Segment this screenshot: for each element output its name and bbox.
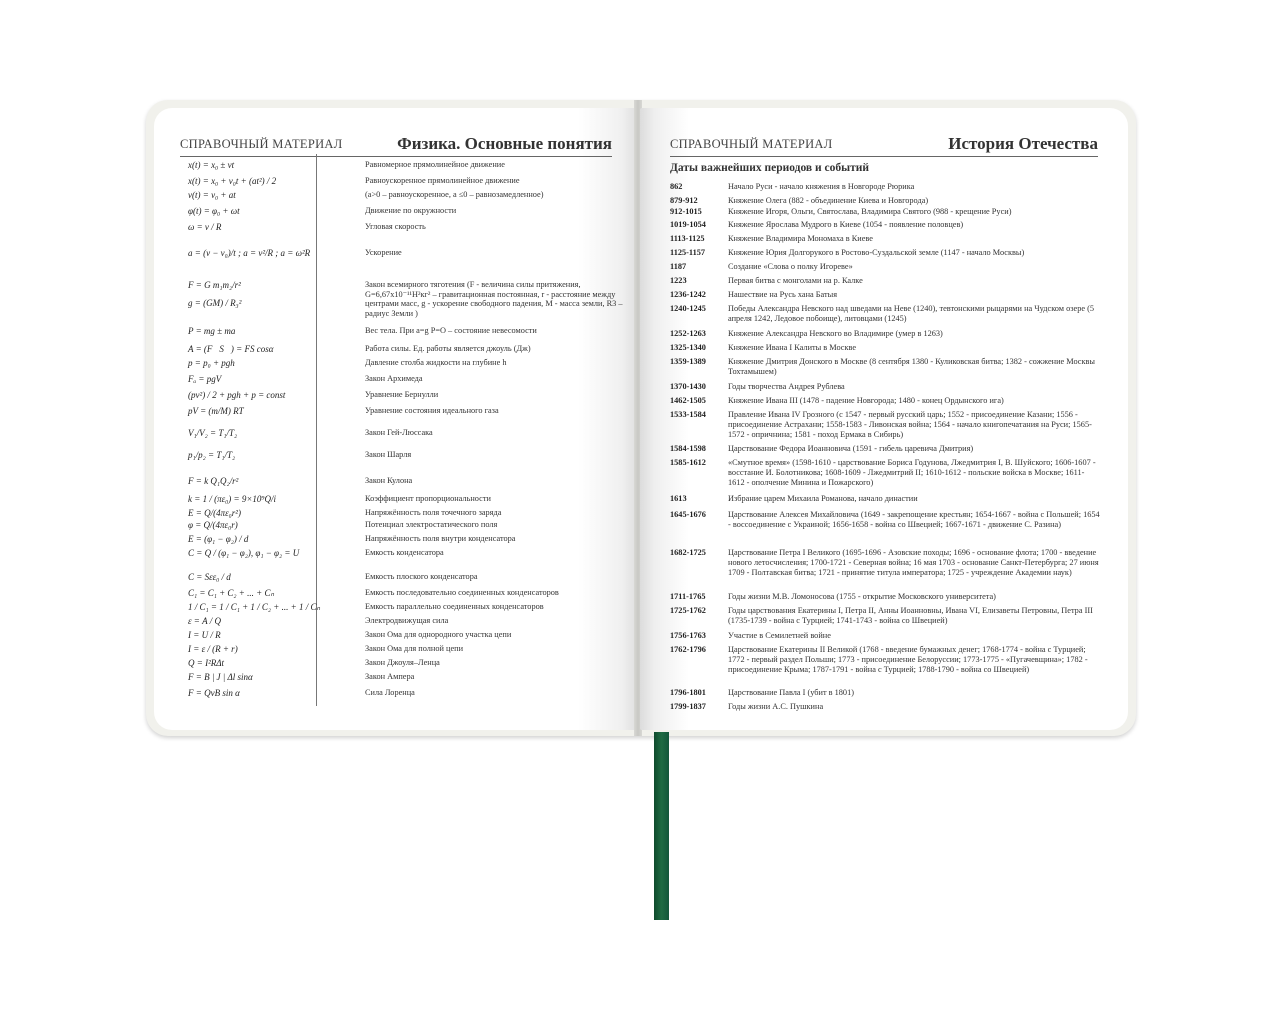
formula-description: Емкость конденсатора [365,548,444,557]
history-date: 1125-1157 [670,248,706,257]
history-event: Годы творчества Андрея Рублева [728,382,845,391]
history-date: 1711-1765 [670,592,706,601]
left-header-title: Физика. Основные понятия [397,134,612,153]
formula-description: Уравнение Бернулли [365,390,439,399]
formula: P = mg ± ma [188,326,236,336]
formula: ε = A / Q [188,616,221,626]
history-date: 1756-1763 [670,631,706,640]
formula-description: Равноускоренное прямолинейное движение [365,176,520,185]
formula-description: Емкость параллельно соединенных конденсаторов [365,602,544,611]
history-date: 1645-1676 [670,510,706,519]
history-event: Княжение Юрия Долгорукого в Ростово-Суздальской земле (1147 - начало Москвы) [728,248,1025,257]
formula: A = (F⃗S⃗) = FS cosα [188,344,274,354]
formula: ω = v / R [188,222,222,232]
history-date: 1462-1505 [670,396,706,405]
formula-description: Емкость плоского конденсатора [365,572,478,581]
history-event: Княжение Ивана I Калиты в Москве [728,343,857,352]
formula: (pv²) / 2 + pgh + p = const [188,390,286,400]
left-header-label: СПРАВОЧНЫЙ МАТЕРИАЛ [180,137,343,151]
formula-description: Уравнение состояния идеального газа [365,406,499,415]
history-event: Годы жизни А.С. Пушкина [728,702,824,711]
formula-description: Закон всемирного тяготения (F - величина силы притяжения, G=6,67x10⁻¹¹Н²кг² – гравитационная постоянная, r - расстояние между центрами масс, g - ускорение свободного падения, M - масса земли, R3 – радиус Земли ) [365,280,623,318]
formula: F = QvB sin α [188,688,240,698]
history-event: Годы царствования Екатерины I, Петра II, Анны Иоанновны, Ивана VI, Елизаветы Петровны, Петра III (1735-1739 - война с Турцией; 1741-1743 - война со Швецией) [728,606,1093,626]
history-event: Начало Руси - начало княжения в Новгороде Рюрика [728,182,915,191]
formula-description: Угловая скорость [365,222,426,231]
history-event: Царствование Федора Иоанновича (1591 - гибель царевича Дмитрия) [728,444,974,453]
left-page [154,108,636,730]
formula: p = p₀ + pgh [188,358,235,368]
formula-description: Закон Ома для однородного участка цепи [365,630,512,639]
formula: Q = I²RΔt [188,658,225,668]
history-date: 1359-1389 [670,357,706,366]
history-date: 1725-1762 [670,606,706,615]
history-date: 1796-1801 [670,688,706,697]
formula-description: Работа силы. Ед. работы является джоуль (Дж) [365,344,531,353]
history-date: 1762-1796 [670,645,706,654]
history-date: 912-1015 [670,207,702,216]
formula-description: Закон Кулона [365,476,413,485]
history-date: 862 [670,182,683,191]
history-event: Участие в Семилетней войне [728,631,831,640]
history-date: 1682-1725 [670,548,706,557]
formula: V₁/V₂ = T₁/T₂ [188,428,238,438]
history-event: Княжение Дмитрия Донского в Москве (8 сентября 1380 - Куликовская битва; 1382 - сожжение Москвы Тохтамышем) [728,357,1095,377]
bookmark-ribbon[interactable] [654,732,669,920]
formula: v(t) = v₀ + at [188,190,236,200]
right-page-header [670,134,1098,157]
formula: x(t) = x₀ ± vt [188,160,235,170]
history-event: Правление Ивана IV Грозного (с 1547 - первый русский царь; 1552 - присоединение Казани; 1556 - присоединение Астрахани; 1558-1583 - Ливонская война; 1564 - начало книгопечатания на Руси; 1565-1572 - опричнина; 1581 - поход Ермака в Сибирь) [728,410,1092,440]
formula: E = (φ₁ − φ₂) / d [188,534,249,544]
formula-description: Электродвижущая сила [365,616,449,625]
history-event: Избрание царем Михаила Романова, начало династии [728,494,918,503]
history-date: 1113-1125 [670,234,705,243]
history-event: Годы жизни М.В. Ломоносова (1755 - открытие Московского университета) [728,592,996,601]
formula: F = k Q₁Q₂/r² [188,476,239,486]
formula: k = 1 / (πε₀) = 9×10⁹Q/i [188,494,277,504]
history-event: Княжение Олега (882 - объединение Киева и Новгорода) [728,196,929,205]
history-event: Царствование Петра I Великого (1695-1696 - Азовские походы; 1696 - основание флота; 1700 - введение нового летосчисления; 1700-1721 - Северная война; 16 мая 1703 - основание Санкт-Петербурга; 27 июня 1709 - Полтавская битва; 1721 - принятие титула императора; 1725 - учреждение Академии наук) [728,548,1099,578]
formula-description: Закон Гей-Люссака [365,428,433,437]
formula: x(t) = x₀ + v₀t + (at²) / 2 [188,176,277,186]
formula: φ(t) = φ₀ + ωt [188,206,240,216]
formula: pV = (m/M) RT [188,406,244,416]
formula-description: Емкость последовательно соединенных конденсаторов [365,588,559,597]
history-event: Княжение Александра Невского во Владимире (умер в 1263) [728,329,943,338]
history-date: 879-912 [670,196,698,205]
history-date: 1613 [670,494,687,503]
history-event: Княжение Ивана III (1478 - падение Новгорода; 1480 - конец Ордынского ига) [728,396,1004,405]
formula-description: Напряжённость поля точечного заряда [365,508,502,517]
notebook-spread [146,100,1136,736]
history-date: 1799-1837 [670,702,706,711]
history-event: Победы Александра Невского над шведами на Неве (1240), тевтонскими рыцарями на Чудском озере (5 апреля 1242, Ледовое побоище), литовцами (1245) [728,304,1095,324]
formula-description: Потенциал электростатического поля [365,520,498,529]
history-event: Царствование Павла I (убит в 1801) [728,688,854,697]
history-date: 1584-1598 [670,444,706,453]
history-date: 1325-1340 [670,343,706,352]
formula: Fₐ = pgV [188,374,222,384]
formula: E = Q/(4πε₀r²) [188,508,241,518]
history-event: Царствование Екатерины II Великой (1768 - введение бумажных денег; 1768-1774 - война с Турцией; 1772 - первый раздел Польши; 1773 - присоединение Белоруссии; 1773-1775 - «Пугачевщина»; 1782 - присоединение Крыма; 1787-1791 - война с Турцией; 1788-1790 - война со Швецией) [728,645,1088,675]
formula: p₁/p₂ = T₁/T₂ [188,450,236,460]
history-event: Нашествие на Русь хана Батыя [728,290,838,299]
formula-description: Закон Джоуля–Ленца [365,658,440,667]
history-date: 1533-1584 [670,410,706,419]
history-date: 1370-1430 [670,382,706,391]
formula: φ = Q/(4πε₀r) [188,520,238,530]
formula-description: Движение по окружности [365,206,457,215]
formula-description: Сила Лоренца [365,688,415,697]
history-event: Княжение Владимира Мономаха в Киеве [728,234,873,243]
left-page-header [180,134,612,157]
formula: I = U / R [188,630,221,640]
formula: C = Q / (φ₁ − φ₂), φ₁ − φ₂ = U [188,548,300,558]
right-page [640,108,1128,730]
formula-description: Закон Ампера [365,672,415,681]
formula-description: Закон Архимеда [365,374,423,383]
formula-description: Закон Ома для полной цепи [365,644,464,653]
right-header-title: История Отечества [948,134,1098,153]
formula-description: Коэффициент пропорциональности [365,494,491,503]
history-date: 1252-1263 [670,329,706,338]
history-event: «Смутное время» (1598-1610 - царствование Бориса Годунова, Лжедмитрия I, В. Шуйского; 1606-1607 - восстание И. Болотникова; 1608-1609 - Лжедмитрий II; 1610-1612 - польские войска в Москве; 1611-1612 - ополчение Минина и Пожарского) [728,458,1096,488]
history-date: 1223 [670,276,687,285]
formula-description: Вес тела. При a=g P=O – состояние невесомости [365,326,537,335]
right-header-label: СПРАВОЧНЫЙ МАТЕРИАЛ [670,137,833,151]
history-date: 1187 [670,262,687,271]
history-date: 1585-1612 [670,458,706,467]
formula: a = (v − v₀)/t ; a = v²/R ; a = ω²R [188,248,311,258]
formula: C₁ = C₁ + C₂ + ... + Cₙ [188,588,275,598]
formula-description: Равномерное прямолинейное движение [365,160,505,169]
formula-description: Ускорение [365,248,402,257]
history-event: Создание «Слова о полку Игореве» [728,262,853,271]
history-event: Княжение Игоря, Ольги, Святослава, Владимира Святого (988 - крещение Руси) [728,207,1012,216]
formula: g = (GM) / R₃² [188,298,242,308]
history-subtitle: Даты важнейших периодов и событий [670,162,870,174]
history-date: 1236-1242 [670,290,706,299]
formula-description: Напряжённость поля внутри конденсатора [365,534,516,543]
formula-description: Давление столба жидкости на глубине h [365,358,507,367]
formula-description: (a>0 – равноускоренное, a ≤0 – равнозамедленное) [365,190,544,199]
formula: I = ε / (R + r) [188,644,238,654]
formula: F = B | J | Δl sinα [188,672,253,682]
formula: C = Sεε₀ / d [188,572,231,582]
history-event: Первая битва с монголами на р. Калке [728,276,863,285]
formula: F = G m₁m₂/r² [188,280,241,290]
history-date: 1019-1054 [670,220,706,229]
history-date: 1240-1245 [670,304,706,313]
formula-description: Закон Шарля [365,450,412,459]
history-event: Царствование Алексея Михайловича (1649 - закрепощение крестьян; 1654-1667 - война с Польшей; 1654 - воссоединение с Украиной; 1656-1658 - война со Швецией; 1667-1671 - движение С. Разина) [728,510,1100,530]
formula: 1 / C₁ = 1 / C₁ + 1 / C₂ + ... + 1 / Cₙ [188,602,321,612]
history-event: Княжение Ярослава Мудрого в Киеве (1054 - появление половцев) [728,220,964,229]
